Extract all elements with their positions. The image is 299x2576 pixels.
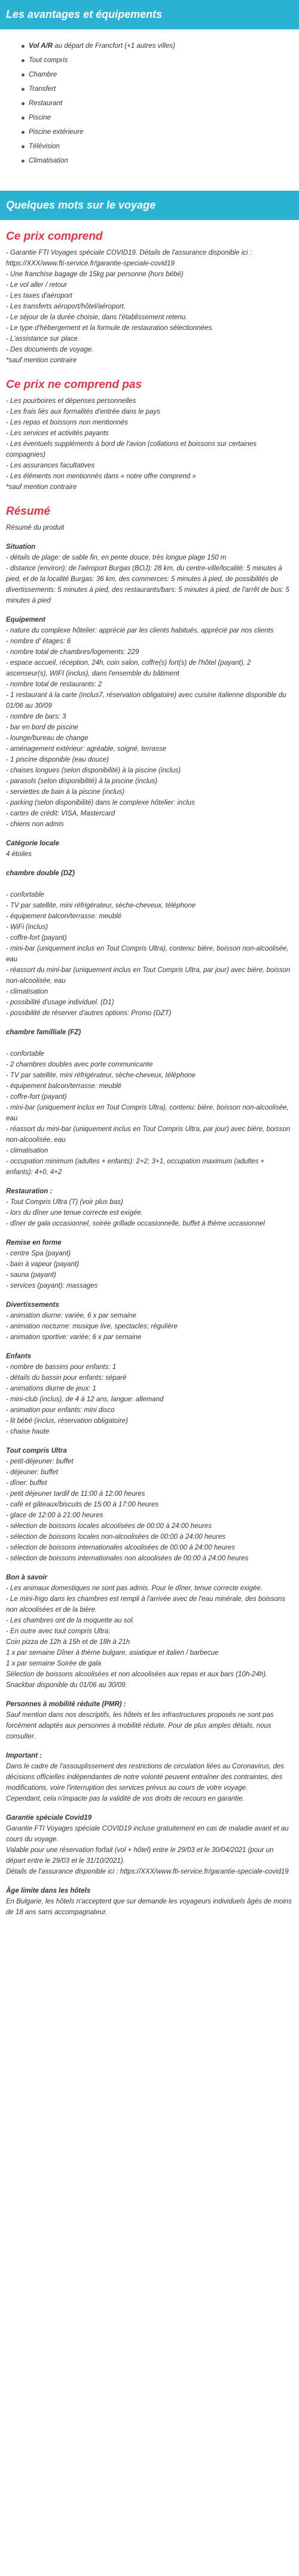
section-line: - détails de plage: de sable fin, en pente douce, très longue plage 150 m	[6, 554, 227, 561]
section-line: Sélection de boissons alcoolisées et non alcoolisées aux repas et aux bars (10h-24h).	[6, 1671, 268, 1678]
section-line: - animations diurne de jeux: 1	[6, 1385, 96, 1392]
included-item: - Le type d'hébergement et la formule de restauration sélectionnées.	[6, 325, 214, 332]
advantages-list	[0, 39, 299, 168]
section-heading: Personnes à mobilité réduite (PMR) :	[6, 1701, 126, 1708]
section-line: Cependant, cela n'impacte pas la validité de vos droits de recours en garantie.	[6, 1795, 245, 1802]
summary-sections	[6, 542, 293, 1918]
feature-item	[29, 39, 299, 53]
included-list	[6, 247, 293, 366]
section-line: - Tout Compris Ultra (T) (voir plus bas)	[6, 1199, 123, 1206]
feature-item-text: Climatisation	[29, 157, 68, 164]
section-heading: chambre double (DZ)	[6, 870, 75, 877]
section-line: - bain à vapeur (payant)	[6, 1261, 80, 1268]
section-line: - climatisation	[6, 1147, 48, 1154]
section-line: - parasols (selon disponibilité) à la piscine (inclus)	[6, 778, 158, 785]
summary-section	[6, 1572, 293, 1691]
section-line: 1 x par semaine Dîner à thème bulgare, asiatique et italien / barbecue	[6, 1649, 219, 1657]
feature-item	[29, 111, 299, 125]
section-line	[6, 1038, 293, 1049]
included-item: - Le vol aller / retour	[6, 282, 68, 289]
section-line: - nombre d' étages: 6	[6, 638, 71, 645]
section-line: - confortable	[6, 891, 44, 899]
section-line: - climatisation	[6, 988, 48, 995]
section-line: - sauna (payant)	[6, 1272, 56, 1279]
summary-section	[6, 1750, 293, 1804]
section-line: - animation pour enfants: mini disco	[6, 1407, 115, 1414]
section-line: - WiFi (inclus)	[6, 924, 48, 931]
section-line: - chaises longues (selon disponibilité) à la piscine (inclus)	[6, 767, 181, 774]
excluded-item: *sauf mention contraire	[6, 484, 77, 491]
section-line: - cartes de crédit: VISA, Mastercard	[6, 810, 115, 817]
section-line: - lit bébé (inclus, réservation obligatoire)	[6, 1417, 128, 1425]
feature-item	[29, 53, 299, 68]
summary-section	[6, 1300, 293, 1343]
excluded-item: - Les éléments non mentionnés dans « notre offre comprend »	[6, 473, 196, 480]
section-line: - coffre-fort (payant)	[6, 934, 67, 942]
section-line: - réassort du mini-bar (uniquement inclus en Tout Compris Ultra, par jour) avec bière, boisson non-alcoolisée, eau	[6, 1126, 291, 1144]
excluded-item: - Les pourboires et dépenses personnelles	[6, 398, 136, 405]
section-line: - chiens non admis	[6, 821, 64, 828]
section-line: - services (payant): massages	[6, 1282, 98, 1289]
section-line: Garantie FTI Voyages spéciale COVID19 incluse gratuitement en cas de maladie avant et au cours du voyage.	[6, 1825, 289, 1843]
section-heading: Tout compris Ultra	[6, 1447, 67, 1454]
section-heading: Remise en forme	[6, 1239, 62, 1246]
included-item: - Les transferts aéroport/hôtel/aéroport.	[6, 303, 126, 310]
included-item: - L'assistance sur place.	[6, 335, 80, 343]
section-line: - occupation minimum (adultes + enfants): 2+2; 3+1, occupation maximum (adultes + enfants): 4+0, 4+2	[6, 1158, 265, 1176]
summary-section	[6, 1186, 293, 1229]
section-line: Sauf mention dans nos descriptifs, les hôtels et les infrastructures proposés ne sont pas forcément adaptés aux personnes à mobilité réduite. Pour de plus amples détails, nous consulter.	[6, 1712, 274, 1740]
section-line: - animation diurne: variée, 6 x par semaine	[6, 1312, 136, 1319]
feature-item	[29, 125, 299, 139]
feature-item-text: Chambre	[29, 71, 57, 78]
section-line: - sélection de boissons locales non-alcoolisées de 00:00 à 24:00 heures	[6, 1533, 225, 1541]
section-line: - équipement balcon/terrasse: meublé	[6, 913, 122, 920]
section-line: - sélection de boissons internationales non alcoolisées de 00:00 à 24:00 heures	[6, 1555, 249, 1562]
excluded-item: - Les éventuels suppléments à bord de l'avion (collations et boissons sur certaines compagnies)	[6, 441, 257, 459]
feature-item-text: Télévision	[29, 143, 60, 150]
section-line: - parking (selon disponibilité) dans le complexe hôtelier: inclus	[6, 799, 195, 806]
section-line: - aménagement extérieur: agréable, soigné, terrasse	[6, 745, 166, 753]
summary-section	[6, 1027, 293, 1178]
section-line: - café et gâteaux/biscuits de 15:00 à 17:00 heures	[6, 1501, 159, 1508]
section-line: - nombre total de restaurants: 2	[6, 681, 102, 688]
included-title: Ce prix comprend	[6, 230, 103, 243]
section-line: - espace accueil, réception, 24h, coin salon, coffre(s) fort(s) de l'hôtel (payant), 2 ascenseur(s), WIFI (inclus), dans l'ensemble du bâtiment	[6, 659, 251, 677]
section-line: - 1 restaurant à la carte (inclus7, réservation obligatoire) avec cuisine italienne disponible du 01/06 au 30/09	[6, 692, 286, 710]
section-line: 4 étoiles	[6, 851, 32, 858]
summary-subtitle: Résumé du produit	[6, 524, 65, 531]
section-heading: Divertissements	[6, 1301, 59, 1309]
section-line: - nature du complexe hôtelier: apprécié par les clients habitués, apprécié par nos clients	[6, 627, 274, 634]
feature-item-bold: Vol A/R	[29, 42, 53, 50]
section-heading: Equipement	[6, 616, 45, 624]
included-item: - Le séjour de la durée choisie, dans l'établissement retenu.	[6, 314, 188, 321]
summary-section	[6, 1237, 293, 1291]
section-line: - glace de 12:00 à 21:00 heures	[6, 1512, 103, 1519]
section-line: - coffre-fort (payant)	[6, 1093, 67, 1101]
excluded-item: - Les services et activités payants	[6, 430, 109, 437]
summary-section	[6, 1886, 293, 1918]
feature-item-text: Tout compris	[29, 57, 68, 64]
section-heading: Bon à savoir	[6, 1574, 48, 1581]
section-line: - distance (environ): de l'aéroport Burgas (BOJ): 28 km, du centre-ville/localité: 5 minutes à pied, et de la localité Burgas: 36 km, des commerces: 5 minutes à pied, de possibilités de divertissements: 5 minutes à pied, des restaurants/bars: 5 minutes à pied, de l'arrêt de bus: 5 minutes à pied	[6, 565, 289, 604]
section-line: - Le mini-frigo dans les chambres est rempli à l'arrivée avec de l'eau minérale, des boissons non alcoolisées et de la bière.	[6, 1596, 286, 1614]
section-heading: Catégorie locale	[6, 840, 59, 847]
section-line: 1 x par semaine Soirée de gala	[6, 1660, 102, 1667]
section-line: - mini-bar (uniquement inclus en Tout Compris Ultra), contenu: bière, boisson non-alcoolisée, eau	[6, 1104, 289, 1122]
feature-item-text: Piscine extérieure	[29, 129, 84, 136]
section-line: - nombre de bars: 3	[6, 713, 66, 720]
section-line: - petit déjeuner tardif de 11:00 à 12:00 heures	[6, 1490, 145, 1498]
section-line: - sélection de boissons internationales alcoolisées de 00:00 à 24:00 heures	[6, 1544, 235, 1551]
summary-section	[6, 542, 293, 606]
excluded-title: Ce prix ne comprend pas	[6, 378, 142, 391]
section-line: - dîner de gala occasionnel, soirée grillade occasionnelle, buffet à thème occasionnel	[6, 1220, 265, 1227]
feature-item	[29, 139, 299, 154]
included-item: *sauf mention contraire	[6, 357, 77, 364]
section-line: - réassort du mini-bar (uniquement inclus en Tout Compris Ultra, par jour) avec bière, boisson non-alcoolisée, eau	[6, 967, 291, 985]
excluded-item: - Les assurances facultatives	[6, 462, 95, 469]
section-line: - sélection de boissons locales alcoolisées de 00:00 à 24:00 heures	[6, 1523, 212, 1530]
section-line: - mini-club (inclus), de 4 à 12 ans, langue: allemand	[6, 1396, 164, 1403]
excluded-item: - Les repas et boissons non mentionnés	[6, 419, 128, 426]
section-line: - bar en bord de piscine	[6, 724, 78, 731]
section-line: - Les animaux domestiques ne sont pas admis. Pour le dîner, tenue correcte exigée.	[6, 1585, 263, 1592]
section-line: - déjeuner: buffet	[6, 1469, 58, 1476]
section-line: En Bulgarie, les hôtels n'acceptent que sur demande les voyageurs individuels âgés de moins de 18 ans sans accompagnateur.	[6, 1898, 292, 1916]
feature-item-text: Transfert	[29, 85, 56, 93]
section-heading: chambre familliale (FZ)	[6, 1029, 81, 1036]
feature-item	[29, 96, 299, 111]
included-item: - Des documents de voyage.	[6, 346, 94, 353]
section-line: - TV par satellite, mini réfrigérateur, sèche-cheveux, téléphone	[6, 902, 196, 909]
section-line: - chaise haute	[6, 1428, 50, 1435]
section-line: - animation sportive: variée; 6 x par semaine	[6, 1334, 142, 1341]
section-line: - nombre total de chambres/logements: 229	[6, 649, 139, 656]
feature-item-text: Restaurant	[29, 100, 63, 107]
section-line: - petit-déjeuner: buffet	[6, 1458, 74, 1465]
section-line: - TV par satellite, mini réfrigérateur, sèche-cheveux, téléphone	[6, 1072, 196, 1079]
section-heading: Important :	[6, 1752, 42, 1759]
feature-item-text: au départ de Francfort (+1 autres villes)	[53, 42, 175, 50]
section-line: - mini-bar (uniquement inclus en Tout Compris Ultra), contenu: bière, boisson non-alcoolisée, eau	[6, 945, 289, 963]
section-line: - lounge/bureau de change	[6, 735, 89, 742]
section-line: - lors du dîner une tenue correcte est exigée.	[6, 1209, 143, 1217]
section-line: - animation nocturne: musique live, spectacles; régulière	[6, 1323, 178, 1330]
section-heading: Enfants	[6, 1353, 32, 1360]
excluded-list	[6, 396, 293, 493]
trip-body	[0, 230, 299, 1918]
section-line: Coin pizza de 12h à 15h et de 18h à 21h	[6, 1639, 130, 1646]
summary-section	[6, 1351, 293, 1437]
feature-item	[29, 68, 299, 82]
summary-title: Résumé	[6, 505, 50, 518]
summary-section	[6, 1446, 293, 1564]
summary-section	[6, 615, 293, 830]
section-line: - dîner: buffet	[6, 1480, 47, 1487]
section-heading: Âge limite dans les hôtels	[6, 1887, 91, 1894]
included-item: - Une franchise bagage de 15kg par personne (hors bébé)	[6, 271, 184, 278]
summary-section	[6, 838, 293, 860]
section-heading: Situation	[6, 543, 36, 551]
summary-section	[6, 1699, 293, 1742]
section-line: - détails du bassin pour enfants: séparé	[6, 1374, 127, 1382]
section-line: - nombre de bassins pour enfants: 1	[6, 1364, 117, 1371]
summary-section	[6, 1813, 293, 1877]
section-line: Snackbar disponible du 01/06 au 30/09.	[6, 1682, 127, 1689]
included-item: - Les taxes d'aéroport	[6, 292, 72, 300]
section-line: - serviettes de bain à la piscine (inclus)	[6, 789, 125, 796]
feature-item-text: Piscine	[29, 114, 51, 121]
section-line: Valable pour une réservation forfait (vol + hôtel) entre le 29/03 et le 30/04/2021 (pour un départ entre le 29/03 et le 31/10/2021).	[6, 1847, 274, 1865]
section-line: Dans le cadre de l'assouplissement des restrictions de circulation liées au Coronavirus, des décisions officielles indépendantes de notre volonté peuvent entraîner des contraintes, des modifications, voire l'interruption des services prévus au cours de votre voyage.	[6, 1763, 284, 1792]
section-heading: Restauration :	[6, 1188, 53, 1195]
section-line: - En outre avec tout compris Ultra:	[6, 1628, 111, 1635]
advantages-header: Les avantages et équipements	[0, 0, 299, 29]
section-line: - centre Spa (payant)	[6, 1250, 71, 1257]
summary-section	[6, 868, 293, 1019]
section-line: - équipement balcon/terrasse: meublé	[6, 1083, 122, 1090]
included-item: - Garantie FTI Voyages spéciale COVID19. Détails de l'assurance disponible ici : https://XXX/www.fti-service.fr/garantie-speciale-covid19	[6, 249, 252, 267]
trip-header: Quelques mots sur le voyage	[0, 191, 299, 220]
section-line: - 2 chambres doubles avec porte communicante	[6, 1061, 153, 1068]
feature-item	[29, 154, 299, 168]
section-line: - Les chambres ont de la moquette au sol.	[6, 1617, 135, 1624]
section-line: - 1 piscine disponible (eau douce)	[6, 756, 109, 763]
section-line: - possibilité d'usage individuel. (D1)	[6, 999, 114, 1006]
feature-item	[29, 82, 299, 96]
section-line: - possibilité de réserver d'autres options: Promo (DZT)	[6, 1010, 172, 1017]
section-line	[6, 879, 293, 890]
section-line: - confortable	[6, 1050, 44, 1058]
section-heading: Garantie spéciale Covid19	[6, 1814, 92, 1822]
excluded-item: - Les frais liés aux formalités d'entrée dans le pays	[6, 408, 160, 415]
section-line: Détails de l'assurance disponible ici : https://XXX/www.fti-service.fr/garantie-speciale-covid19	[6, 1868, 289, 1875]
